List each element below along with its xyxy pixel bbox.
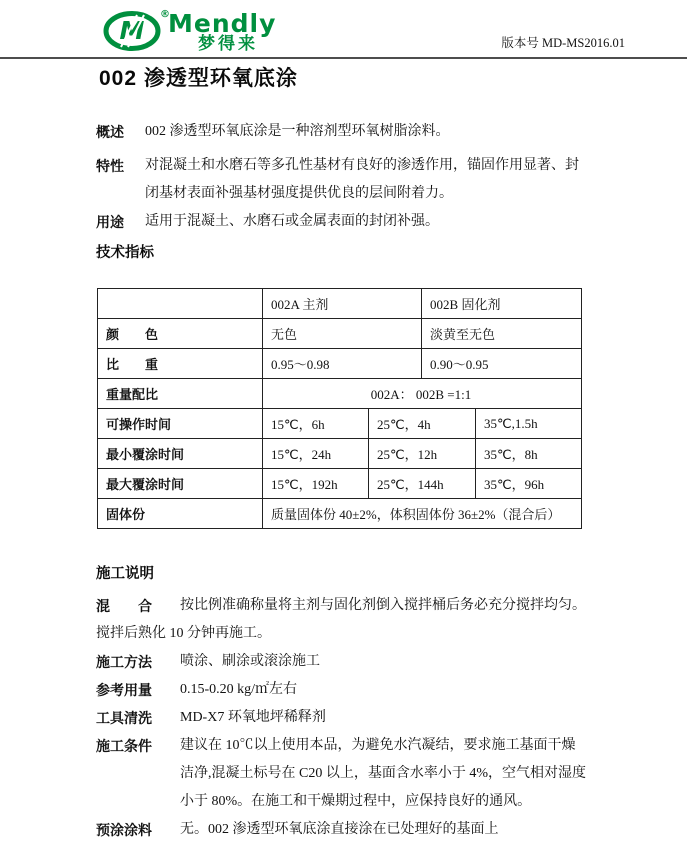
- table-cell: 15℃，6h: [263, 409, 369, 439]
- table-row-mix-ratio: [98, 379, 582, 409]
- table-cell: 15℃，192h: [263, 469, 369, 499]
- table-cell: 25℃，12h: [369, 439, 476, 469]
- mixing-note-text: 搅拌后熟化 10 分钟再施工。: [96, 626, 271, 641]
- table-cell: 无色: [263, 319, 422, 349]
- tool-cleaning-label: 工具清洗: [96, 710, 152, 726]
- logo-letter: M: [119, 16, 145, 45]
- features-label: 特性: [96, 158, 124, 174]
- mixing-row: [96, 592, 656, 620]
- row-label: 最大覆涂时间: [98, 469, 263, 499]
- table-row-solids: [98, 499, 582, 529]
- method-row: [96, 648, 656, 676]
- conditions-text: 建议在 10℃以上使用本品，为避免水汽凝结，要求施工基面干燥洁净,混凝土标号在 C20 以上，基面含水率小于 4%，空气相对湿度小于 80%。在施工和干燥期过程中，应保持良好的通风。: [180, 738, 586, 809]
- table-row-max-recoat: [98, 469, 582, 499]
- conditions-row: [96, 732, 656, 816]
- table-cell: 15℃，24h: [263, 439, 369, 469]
- usage-paragraph: [96, 208, 656, 236]
- table-cell: 35℃，96h: [476, 469, 582, 499]
- table-row-min-recoat: [98, 439, 582, 469]
- mixing-label: 混 合: [96, 598, 152, 614]
- table-cell-002a: 002A 主剂: [263, 289, 422, 319]
- spec-table: [97, 288, 582, 529]
- mixing-note-row: [96, 620, 656, 648]
- row-label: 最小覆涂时间: [98, 439, 263, 469]
- usage-text: 适用于混凝土、水磨石或金属表面的封闭补强。: [145, 214, 439, 229]
- table-cell: 质量固体份 40±2%，体积固体份 36±2%（混合后）: [263, 499, 582, 529]
- usage-label: 用途: [96, 214, 124, 230]
- table-cell: [98, 289, 263, 319]
- table-cell: 35℃,1.5h: [476, 409, 582, 439]
- table-cell: 002A： 002B =1:1: [263, 379, 582, 409]
- table-row-pot-life: [98, 409, 582, 439]
- table-cell: 35℃，8h: [476, 439, 582, 469]
- page-title: 002 渗透型环氧底涂: [99, 67, 298, 90]
- conditions-label: 施工条件: [96, 738, 152, 754]
- overview-paragraph: [96, 118, 656, 146]
- table-row-color: [98, 319, 582, 349]
- consumption-label: 参考用量: [96, 682, 152, 698]
- precoat-label: 预涂涂料: [96, 822, 152, 838]
- row-label: 固体份: [98, 499, 263, 529]
- table-cell: 0.95～0.98: [263, 349, 422, 379]
- features-paragraph: [96, 152, 656, 208]
- overview-label: 概述: [96, 124, 124, 140]
- row-label: 颜 色: [98, 319, 263, 349]
- version-label: 版本号 MD-MS2016.01: [501, 36, 625, 50]
- brand-name-en: Mendly: [168, 9, 277, 38]
- table-cell: 25℃，144h: [369, 469, 476, 499]
- tool-cleaning-text: MD-X7 环氧地坪稀释剂: [180, 710, 326, 725]
- table-row-header: [98, 289, 582, 319]
- table-cell: 25℃，4h: [369, 409, 476, 439]
- document-body: [96, 0, 656, 844]
- method-label: 施工方法: [96, 654, 152, 670]
- table-cell: 0.90～0.95: [422, 349, 582, 379]
- table-cell: 淡黄至无色: [422, 319, 582, 349]
- registered-trademark-icon: ®: [160, 9, 170, 20]
- tech-specs-heading: 技术指标: [96, 245, 154, 261]
- mixing-text: 按比例准确称量将主剂与固化剂倒入搅拌桶后务必充分搅拌均匀。: [180, 598, 586, 613]
- consumption-text: 0.15-0.20 kg/㎡左右: [180, 682, 298, 697]
- consumption-row: [96, 676, 656, 704]
- row-label: 比 重: [98, 349, 263, 379]
- features-text: 对混凝土和水磨石等多孔性基材有良好的渗透作用，锚固作用显著、封闭基材表面补强基材强度提供优良的层间附着力。: [145, 158, 579, 201]
- brand-name-zh: 梦得来: [198, 34, 258, 54]
- row-label: 可操作时间: [98, 409, 263, 439]
- overview-text: 002 渗透型环氧底涂是一种溶剂型环氧树脂涂料。: [145, 124, 450, 139]
- tool-cleaning-row: [96, 704, 656, 732]
- row-label: 重量配比: [98, 379, 263, 409]
- construction-heading: 施工说明: [96, 566, 154, 582]
- table-cell-002b: 002B 固化剂: [422, 289, 582, 319]
- table-row-gravity: [98, 349, 582, 379]
- precoat-row: [96, 816, 656, 844]
- method-text: 喷涂、刷涂或滚涂施工: [180, 654, 320, 669]
- precoat-text: 无。002 渗透型环氧底涂直接涂在已处理好的基面上: [180, 822, 499, 837]
